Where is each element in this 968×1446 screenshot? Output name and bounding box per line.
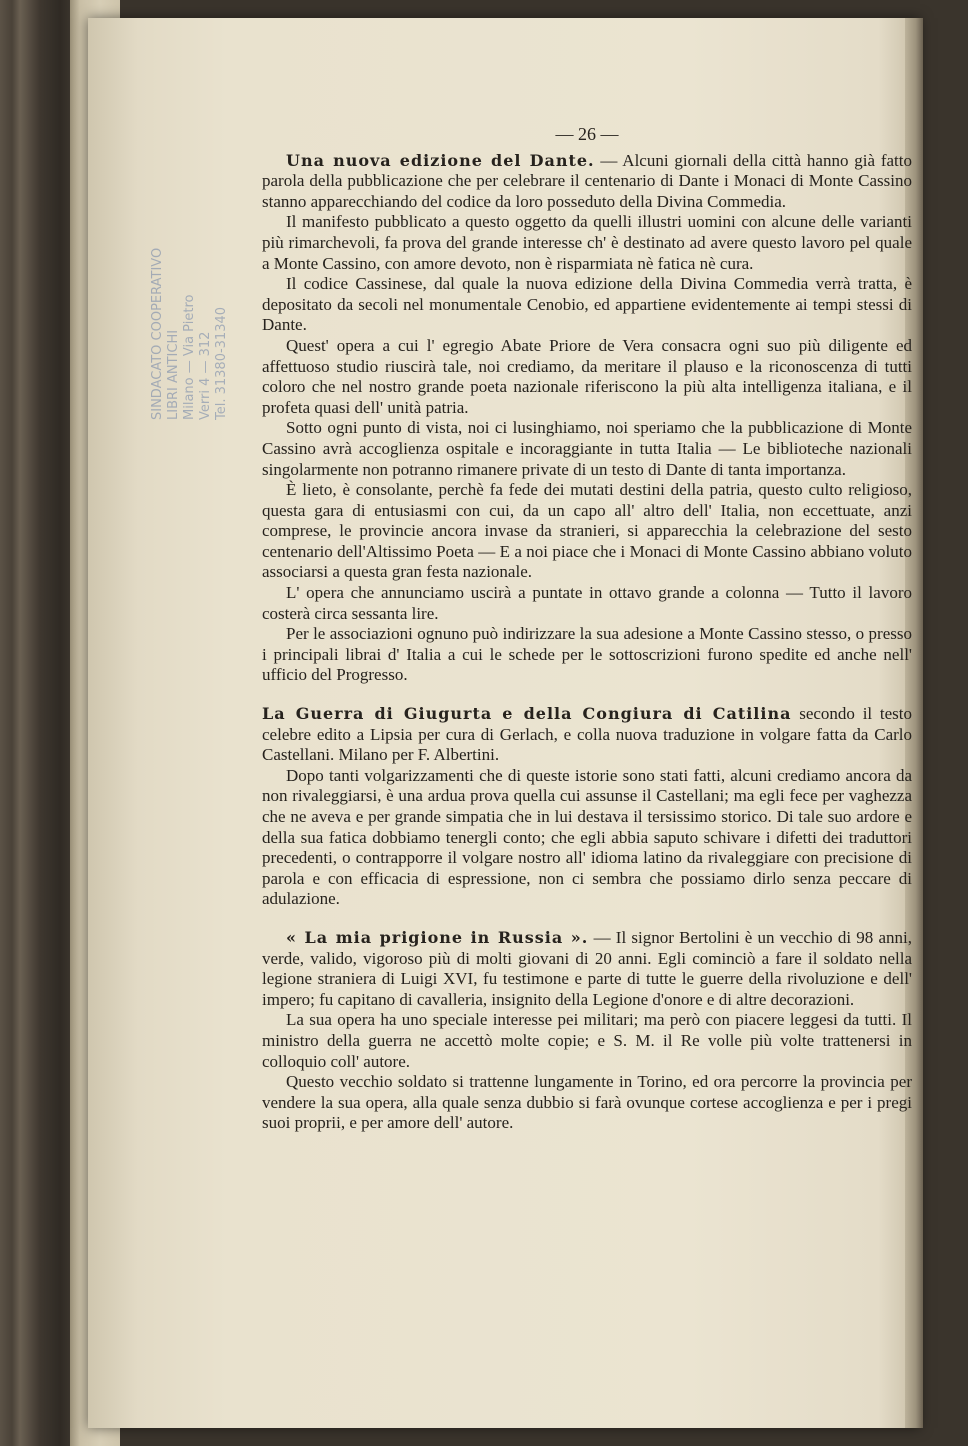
article-paragraph: Il manifesto pubblicato a questo oggetto da quelli illustri uomini con alcune delle varianti più rimarchevoli, fa prova del grande interesse ch' è destinato ad avere questo lavoro pel quale a Monte Cassino, con amore devoto, non è risparmiata nè fatica nè cura. [262,212,912,273]
stamp-line: Tel. 31380-31340 [214,306,229,420]
article-paragraph [262,151,912,213]
article-paragraph [262,704,912,766]
stamp-line: SINDACATO COOPERATIVO [150,247,165,420]
article-paragraph [262,928,912,1010]
stamp-line: Verri 4 — 312 [198,331,213,420]
section-gap [262,686,912,704]
article-lead: — Alcuni giornali della città hanno già fatto parola della pubblicazione che per celebrare il centenario di Dante i Monaci di Monte Cassino stanno apparecchiando del codice da loro posseduto della Divina Commedia. [262,150,913,211]
article-paragraph: È lieto, è consolante, perchè fa fede dei mutati destini della patria, questo culto religioso, questa gara di entusiasmi con cui, da un capo all' altro dell' Italia, non eccettuate, anzi comprese, le provincie ancora invase da stranieri, si apparecchia la celebrazione del sesto centenario dell'Altissimo Poeta — E a noi piace che i Monaci di Monte Cassino abbiano voluto associarsi a questa gran festa nazionale. [262,480,912,582]
page-number: — 26 — [555,124,619,144]
section-gap [262,910,912,928]
article-paragraph: Dopo tanti volgarizzamenti che di queste istorie sono stati fatti, alcuni crediamo ancora da non rivaleggiarsi, è una ardua prova quella cui assunse il Castellani; ma egli fece per vaghezza che ne aveva e per grande simpatia che in lui destava il tersissimo storico. Di tale suo ardore e della sua fatica dobbiamo tenergli conto; che egli abbia saputo schivare i difetti dei traduttori precedenti, o contrapporre il volgare nostro all' idioma latino da rivaleggiare con precisione di parola e con efficacia di espressione, non ci sembra che possiamo dirlo senza peccare di adulazione. [262,765,912,909]
article-prigione [262,928,912,1134]
article-heading: La Guerra di Giugurta e della Congiura di Catilina [262,704,792,724]
article-dante [262,151,912,686]
article-heading: Una nuova edizione del Dante. [286,150,595,170]
article-paragraph: Quest' opera a cui l' egregio Abate Priore de Vera consacra ogni suo più diligente ed affettuoso studio riuscirà tale, noi crediamo, da meritare il plauso e la riconoscenza di tutti coloro che nel nostro grande poeta nazionale riferiscono la più alta intelligenza italiana, e il profeta quasi dell' unità patria. [262,335,912,417]
article-paragraph: Questo vecchio soldato si trattenne lungamente in Torino, ed ora percorre la provincia per vendere la sua opera, alla quale senza dubbio si farà ovunque cortese accoglienza e per i pregi suoi proprii, e per amore dell' autore. [262,1072,912,1133]
article-lead: secondo il testo celebre edito a Lipsia per cura di Gerlach, e colla nuova traduzione in volgare fatta da Carlo Castellani. Milano per F. Albertini. [262,704,913,765]
article-paragraph: Per le associazioni ognuno può indirizzare la sua adesione a Monte Cassino stesso, o presso i principali librai d' Italia a cui le schede per le sottoscrizioni furono spedite ed anche nell' ufficio del Progresso. [262,624,912,685]
article-paragraph: L' opera che annunciamo uscirà a puntate in ottavo grande a colonna — Tutto il lavoro costerà circa sessanta lire. [262,583,912,623]
page-text [262,124,912,1134]
article-giugurta [262,704,912,910]
library-stamp [150,248,230,420]
article-paragraph: La sua opera ha uno speciale interesse pei militari; ma però con piacere leggesi da tutti. Il ministro della guerra ne accettò molte copie; e S. M. il Re volle più volte trattenersi in colloquio coll' autore. [262,1010,912,1071]
article-paragraph: Sotto ogni punto di vista, noi ci lusinghiamo, noi speriamo che la pubblicazione di Monte Cassino avrà accoglienza ospitale e incoraggiante in tutta Italia — Le biblioteche nazionali singolarmente non potranno rimanere private di un testo di Dante di tanta importanza. [262,418,912,479]
stamp-line: LIBRI ANTICHI [166,329,181,420]
stamp-line: Milano — Via Pietro [182,294,197,420]
article-heading: « La mia prigione in Russia ». [286,927,589,947]
article-paragraph: Il codice Cassinese, dal quale la nuova edizione della Divina Commedia verrà tratta, è depositato da secoli nel monumentale Cenobio, ed appartiene evidentemente ai tempi stessi di Dante. [262,274,912,335]
article-lead: — Il signor Bertolini è un vecchio di 98 anni, verde, valido, vigoroso più di molti giovani di 20 anni. Egli cominciò a fare il soldato nella legione straniera di Luigi XVI, fu testimone e parte di tutte le guerre della rivoluzione e dell' impero; fu capitano di cavalleria, insignito della Legione d'onore e di altre decorazioni. [262,927,912,1009]
